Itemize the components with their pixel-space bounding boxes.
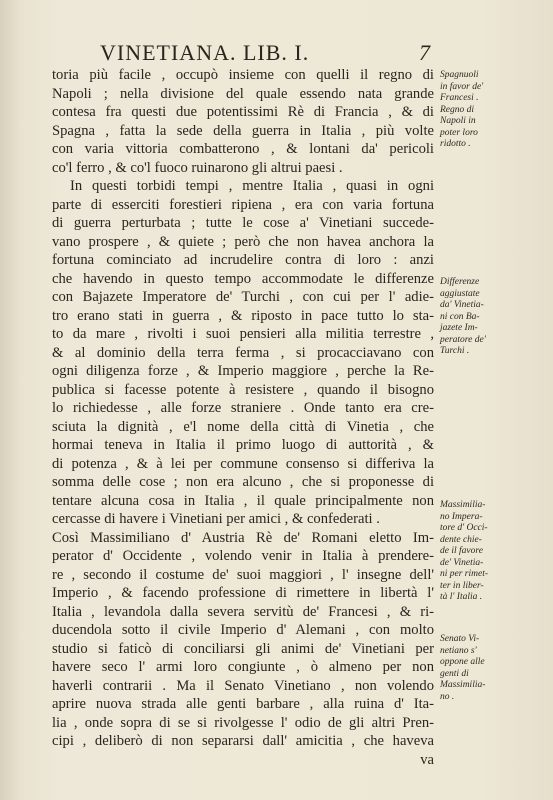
text-line: di guerra perturbata ; tutte le cose a' Vinetiani succede- xyxy=(52,215,434,231)
marginal-note-line: jazete Im- xyxy=(440,323,478,333)
marginal-note-line: Napoli in xyxy=(440,116,476,126)
marginal-note xyxy=(440,70,546,151)
text-line: sciuta la dignità , e'l nome della città di Vinetia , che xyxy=(52,418,434,435)
page-number: 7 xyxy=(419,40,430,65)
marginal-note-line: no Impera- xyxy=(440,511,483,522)
text-line: to da mare , rivolti i suoi pensieri alla militia terrestre , xyxy=(52,326,434,342)
text-line: re , secondo il costume de' suoi maggiori , l' insegne dell' xyxy=(52,566,434,583)
marginal-note-line: no . xyxy=(440,691,455,702)
text-line: haverli contrarii . Ma il Senato Vinetiano , non volendo xyxy=(52,677,434,694)
text-line: lia , onde sopra di se si rivolgesse l' odio de gli altri Pren- xyxy=(52,714,434,731)
marginal-note-line: Spagnuoli xyxy=(440,70,479,80)
text-line: aprire nuova strada alle genti barbare , alla ruina d' Ita- xyxy=(52,696,434,712)
text-line: publica si facesse potente à resistere , quando il bisogno xyxy=(52,381,434,398)
text-line: lo richiedesse , alle forze straniere . Onde tanto era cre- xyxy=(52,400,434,416)
marginal-note xyxy=(440,277,546,358)
marginal-note xyxy=(440,634,546,703)
text-line: co'l ferro , & co'l fuoco ruinarono gli altrui paesi . xyxy=(52,159,343,176)
text-line: havere seco l' armi loro congiunte , ò almeno per non xyxy=(52,659,434,675)
page-header xyxy=(100,40,430,66)
marginal-note-line: aggiustate xyxy=(440,288,480,299)
text-line: con Bajazete Imperatore de' Turchi , con cui per l' adie- xyxy=(52,289,434,305)
text-line: di potenza , & à lei per commune consenso si differiva la xyxy=(52,455,434,472)
text-line: somma delle cose ; non era alcuno , che si proponesse di xyxy=(52,474,434,490)
text-line: Italia , levandola dalla severa servitù de' Francesi , & ri- xyxy=(52,603,434,620)
marginal-note-line: tà l' Italia . xyxy=(440,592,483,602)
marginal-note-line: Differenze xyxy=(440,277,480,287)
running-head: VINETIANA. LIB. I. xyxy=(100,40,310,65)
marginal-note-line: in favor de' xyxy=(440,81,484,92)
text-line: In questi torbidi tempi , mentre Italia , quasi in ogni xyxy=(70,178,434,194)
text-line: Spagna , fatta la sede della guerra in Italia , più volte xyxy=(52,122,434,139)
marginal-note-line: Turchi . xyxy=(440,346,470,356)
marginal-note-line: da' Vinetia- xyxy=(440,300,484,310)
text-line: Napoli ; nella divisione del quale essendo nata grande xyxy=(52,85,434,102)
text-line: parte di esserciti forestieri ripiena , era con varia fortuna xyxy=(52,196,434,213)
marginal-note-line: Regno di xyxy=(440,104,475,115)
marginal-note-line: netiano s' xyxy=(440,645,477,656)
text-line: fortuna cominciato ad incrudelire contra di loro : anzi xyxy=(52,252,434,268)
text-line: cercasse di havere i Vinetiani per amici , & confederati . xyxy=(52,511,380,527)
marginal-note-line: ter in liber- xyxy=(440,580,484,591)
marginal-note-line: ni con Ba- xyxy=(440,311,480,322)
body-text xyxy=(52,66,434,769)
marginal-note-line: poter loro xyxy=(440,127,478,138)
text-line: ogni diligenza forze , & Imperio maggiore , perche la Re- xyxy=(52,363,434,379)
marginal-note-line: tore d' Occi- xyxy=(440,523,488,533)
text-line: tro erano stati in guerra , & riposto in pace tutto lo sta- xyxy=(52,307,434,324)
text-line: con varia vittoria combatterono , & lontani da' pericoli xyxy=(52,141,434,157)
marginal-note-line: peratore de' xyxy=(440,334,486,345)
text-line: & al dominio della terra ferma , si procacciavano con xyxy=(52,344,434,361)
marginal-note-line: Francesi . xyxy=(440,93,479,103)
marginal-note-line: de' Vinetia- xyxy=(440,557,484,568)
marginal-note xyxy=(440,500,546,604)
text-line: studio si faticò di conciliarsi gli animi de' Vinetiani per xyxy=(52,640,434,657)
text-line: che havendo in questo tempo accommodate le differenze xyxy=(52,270,434,287)
text-line: tentare alcuna cosa in Italia , il quale principalmente non xyxy=(52,492,434,509)
text-line: contesa fra questi due potentissimi Rè di Francia , & di xyxy=(52,104,434,120)
text-line: Così Massimiliano d' Austria Rè de' Romani eletto Im- xyxy=(52,529,434,546)
marginal-note-line: dente chie- xyxy=(440,534,482,545)
text-line: vano prospere , & quiete ; però che non havea anchora la xyxy=(52,233,434,250)
marginal-note-line: Senato Vi- xyxy=(440,634,480,644)
text-line: cipi , deliberò di non separarsi dall' amicitia , che haveva xyxy=(52,733,434,749)
marginal-note-line: Massimilia- xyxy=(440,500,486,510)
marginal-note-line: Massimilia- xyxy=(440,680,486,690)
text-line: Imperio , & facendo professione di rimettere in libertà l' xyxy=(52,585,434,601)
marginal-note-line: oppone alle xyxy=(440,657,485,667)
marginal-note-line: ridotto . xyxy=(440,139,471,149)
text-line: hormai teneva in Italia il primo luogo di auttorità , & xyxy=(52,437,434,453)
marginal-note-line: ni per rimet- xyxy=(440,569,489,579)
marginal-note-line: genti di xyxy=(440,668,469,679)
marginal-note-line: de il favore xyxy=(440,546,483,556)
text-line: toria più facile , occupò insieme con quelli il regno di xyxy=(52,67,434,83)
text-line: va xyxy=(420,751,434,768)
text-line: perator d' Occidente , volendo venir in Italia à prendere- xyxy=(52,548,434,564)
text-line: ducendola sotto il civile Imperio d' Alemani , con molto xyxy=(52,622,434,638)
